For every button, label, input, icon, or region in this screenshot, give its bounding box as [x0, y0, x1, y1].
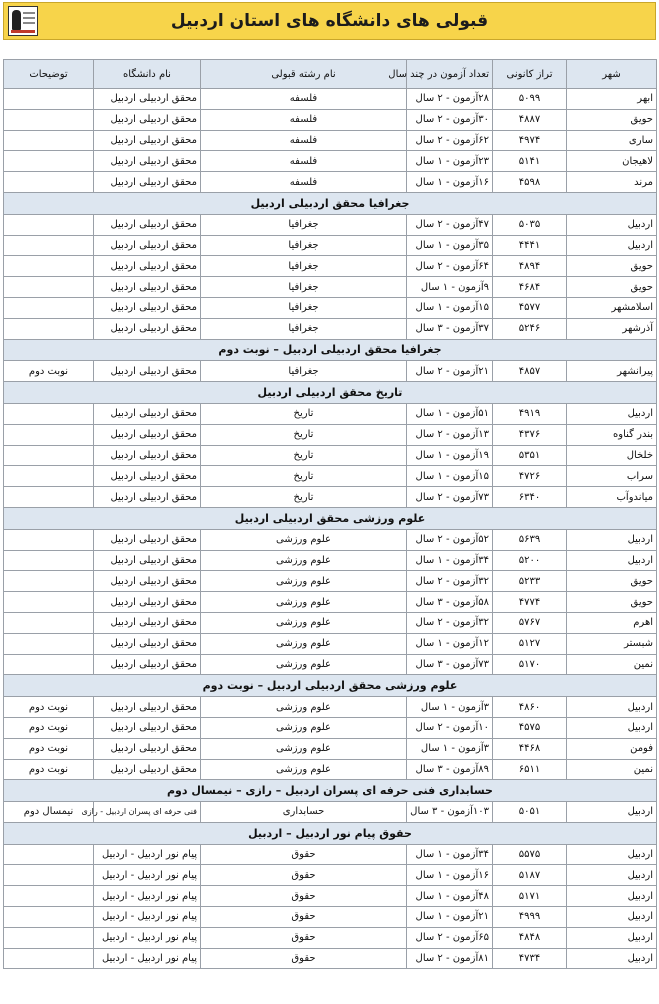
exam-count-cell: ۶۴آزمون - ۲ سال — [407, 256, 493, 277]
table-row — [4, 89, 657, 110]
university-cell: محقق اردبیلی اردبیل — [94, 297, 201, 318]
major-cell: علوم ورزشی — [201, 550, 407, 571]
university-cell: محقق اردبیلی اردبیل — [94, 172, 201, 193]
university-cell: محقق اردبیلی اردبیل — [94, 717, 201, 738]
score-cell: ۴۸۵۷ — [493, 361, 567, 382]
university-cell: محقق اردبیلی اردبیل — [94, 256, 201, 277]
score-cell: ۴۸۹۴ — [493, 256, 567, 277]
university-cell: پیام نور اردبیل - اردبیل — [94, 948, 201, 969]
major-cell: تاریخ — [201, 445, 407, 466]
score-cell: ۵۲۰۰ — [493, 550, 567, 571]
section-title: حسابداری فنی حرفه ای پسران اردبیل – رازی – نیمسال دوم — [4, 780, 657, 802]
exam-count-cell: ۳۴آزمون - ۱ سال — [407, 550, 493, 571]
table-row — [4, 297, 657, 318]
university-cell: محقق اردبیلی اردبیل — [94, 654, 201, 675]
score-cell: ۴۹۷۴ — [493, 130, 567, 151]
city-cell: نمین — [567, 759, 657, 780]
major-cell: فلسفه — [201, 109, 407, 130]
major-cell: حسابداری — [201, 802, 407, 823]
university-cell: پیام نور اردبیل - اردبیل — [94, 907, 201, 928]
exam-count-cell: ۶۲آزمون - ۲ سال — [407, 130, 493, 151]
notes-cell: نوبت دوم — [4, 697, 94, 718]
notes-cell — [4, 277, 94, 298]
table-row — [4, 172, 657, 193]
notes-cell — [4, 529, 94, 550]
notes-cell — [4, 487, 94, 508]
notes-cell — [4, 612, 94, 633]
major-cell: تاریخ — [201, 424, 407, 445]
university-cell: محقق اردبیلی اردبیل — [94, 550, 201, 571]
university-cell: محقق اردبیلی اردبیل — [94, 738, 201, 759]
notes-cell — [4, 633, 94, 654]
logo-icon — [8, 6, 38, 36]
exam-count-cell: ۲۱آزمون - ۲ سال — [407, 361, 493, 382]
notes-cell — [4, 948, 94, 969]
table-row — [4, 214, 657, 235]
table-row — [4, 927, 657, 948]
section-header-row — [4, 507, 657, 529]
notes-cell — [4, 844, 94, 865]
exam-count-cell: ۳۲آزمون - ۲ سال — [407, 571, 493, 592]
exam-count-cell: ۱۶آزمون - ۱ سال — [407, 172, 493, 193]
exam-count-cell: ۱۲آزمون - ۱ سال — [407, 633, 493, 654]
score-cell: ۵۱۸۷ — [493, 865, 567, 886]
page-header — [3, 2, 656, 40]
score-cell: ۵۲۴۶ — [493, 318, 567, 339]
city-cell: لاهیجان — [567, 151, 657, 172]
city-cell: فومن — [567, 738, 657, 759]
major-cell: علوم ورزشی — [201, 612, 407, 633]
major-cell: جغرافیا — [201, 256, 407, 277]
score-cell: ۴۴۴۱ — [493, 235, 567, 256]
table-row — [4, 886, 657, 907]
major-cell: علوم ورزشی — [201, 633, 407, 654]
section-header-row — [4, 675, 657, 697]
column-header-notes: توضیحات — [4, 60, 94, 89]
exam-count-cell: ۵۲آزمون - ۲ سال — [407, 529, 493, 550]
university-cell: محقق اردبیلی اردبیل — [94, 424, 201, 445]
major-cell: حقوق — [201, 844, 407, 865]
city-cell: اردبیل — [567, 717, 657, 738]
page-title: قبولی های دانشگاه های استان اردبیل — [170, 11, 489, 31]
university-cell: پیام نور اردبیل - اردبیل — [94, 927, 201, 948]
exam-count-cell: ۴۸آزمون - ۱ سال — [407, 886, 493, 907]
major-cell: جغرافیا — [201, 297, 407, 318]
city-cell: ابهر — [567, 89, 657, 110]
table-row — [4, 130, 657, 151]
exam-count-cell: ۳۴آزمون - ۱ سال — [407, 844, 493, 865]
score-cell: ۴۵۷۷ — [493, 297, 567, 318]
notes-cell: نوبت دوم — [4, 738, 94, 759]
admissions-table — [3, 59, 657, 969]
section-title: جغرافیا محقق اردبیلی اردبیل — [4, 192, 657, 214]
table-row — [4, 697, 657, 718]
major-cell: حقوق — [201, 927, 407, 948]
table-row — [4, 256, 657, 277]
exam-count-cell: ۲۳آزمون - ۱ سال — [407, 151, 493, 172]
table-row — [4, 612, 657, 633]
city-cell: ساری — [567, 130, 657, 151]
exam-count-cell: ۷۳آزمون - ۳ سال — [407, 654, 493, 675]
section-header-row — [4, 339, 657, 361]
score-cell: ۴۷۲۶ — [493, 466, 567, 487]
major-cell: جغرافیا — [201, 361, 407, 382]
score-cell: ۴۹۱۹ — [493, 403, 567, 424]
exam-count-cell: ۳۲آزمون - ۲ سال — [407, 612, 493, 633]
exam-count-cell: ۵۸آزمون - ۳ سال — [407, 592, 493, 613]
city-cell: بندر گناوه — [567, 424, 657, 445]
major-cell: تاریخ — [201, 403, 407, 424]
table-row — [4, 529, 657, 550]
major-cell: علوم ورزشی — [201, 529, 407, 550]
score-cell: ۴۸۸۷ — [493, 109, 567, 130]
city-cell: اردبیل — [567, 550, 657, 571]
section-header-row — [4, 780, 657, 802]
major-cell: فلسفه — [201, 130, 407, 151]
university-cell: پیام نور اردبیل - اردبیل — [94, 886, 201, 907]
notes-cell: نوبت دوم — [4, 717, 94, 738]
city-cell: پیرانشهر — [567, 361, 657, 382]
score-cell: ۴۵۷۵ — [493, 717, 567, 738]
notes-cell — [4, 571, 94, 592]
exam-count-cell: ۶۵آزمون - ۲ سال — [407, 927, 493, 948]
exam-count-cell: ۱۵آزمون - ۱ سال — [407, 466, 493, 487]
city-cell: نمین — [567, 654, 657, 675]
table-row — [4, 424, 657, 445]
major-cell: علوم ورزشی — [201, 759, 407, 780]
score-cell: ۴۵۹۸ — [493, 172, 567, 193]
score-cell: ۴۸۶۰ — [493, 697, 567, 718]
city-cell: میاندوآب — [567, 487, 657, 508]
notes-cell — [4, 466, 94, 487]
notes-cell — [4, 214, 94, 235]
notes-cell — [4, 654, 94, 675]
exam-count-cell: ۳۵آزمون - ۱ سال — [407, 235, 493, 256]
notes-cell — [4, 403, 94, 424]
university-cell: محقق اردبیلی اردبیل — [94, 214, 201, 235]
notes-cell — [4, 886, 94, 907]
notes-cell — [4, 235, 94, 256]
major-cell: فلسفه — [201, 89, 407, 110]
notes-cell — [4, 865, 94, 886]
notes-cell — [4, 89, 94, 110]
table-row — [4, 109, 657, 130]
section-title: علوم ورزشی محقق اردبیلی اردبیل – نوبت دوم — [4, 675, 657, 697]
university-cell: محقق اردبیلی اردبیل — [94, 403, 201, 424]
major-cell: فلسفه — [201, 151, 407, 172]
exam-count-cell: ۱۵آزمون - ۱ سال — [407, 297, 493, 318]
table-row — [4, 717, 657, 738]
exam-count-cell: ۲۸آزمون - ۲ سال — [407, 89, 493, 110]
exam-count-cell: ۵۱آزمون - ۱ سال — [407, 403, 493, 424]
notes-cell — [4, 550, 94, 571]
exam-count-cell: ۸۹آزمون - ۳ سال — [407, 759, 493, 780]
university-cell: محقق اردبیلی اردبیل — [94, 109, 201, 130]
exam-count-cell: ۲۱آزمون - ۱ سال — [407, 907, 493, 928]
score-cell: ۵۰۵۱ — [493, 802, 567, 823]
score-cell: ۵۰۹۹ — [493, 89, 567, 110]
city-cell: اردبیل — [567, 865, 657, 886]
city-cell: حویق — [567, 109, 657, 130]
table-body — [4, 89, 657, 969]
city-cell: حویق — [567, 277, 657, 298]
table-row — [4, 759, 657, 780]
section-title: جغرافیا محقق اردبیلی اردبیل – نوبت دوم — [4, 339, 657, 361]
score-cell: ۵۳۵۱ — [493, 445, 567, 466]
notes-cell — [4, 130, 94, 151]
table-row — [4, 318, 657, 339]
score-cell: ۴۴۶۸ — [493, 738, 567, 759]
score-cell: ۴۳۷۶ — [493, 424, 567, 445]
exam-count-cell: ۱۹آزمون - ۱ سال — [407, 445, 493, 466]
university-cell: محقق اردبیلی اردبیل — [94, 529, 201, 550]
major-cell: علوم ورزشی — [201, 571, 407, 592]
exam-count-cell: ۹آزمون - ۱ سال — [407, 277, 493, 298]
section-title: تاریخ محقق اردبیلی اردبیل — [4, 382, 657, 404]
notes-cell: نوبت دوم — [4, 361, 94, 382]
city-cell: اهرم — [567, 612, 657, 633]
city-cell: اسلامشهر — [567, 297, 657, 318]
table-row — [4, 571, 657, 592]
university-cell: محقق اردبیلی اردبیل — [94, 633, 201, 654]
table-row — [4, 445, 657, 466]
exam-count-cell: ۳۰آزمون - ۲ سال — [407, 109, 493, 130]
city-cell: اردبیل — [567, 214, 657, 235]
university-cell: پیام نور اردبیل - اردبیل — [94, 844, 201, 865]
table-row — [4, 361, 657, 382]
university-cell: محقق اردبیلی اردبیل — [94, 759, 201, 780]
table-row — [4, 948, 657, 969]
score-cell: ۴۸۴۸ — [493, 927, 567, 948]
notes-cell — [4, 445, 94, 466]
notes-cell: نوبت دوم — [4, 759, 94, 780]
score-cell: ۵۷۶۷ — [493, 612, 567, 633]
section-title: حقوق پیام نور اردبیل – اردبیل — [4, 822, 657, 844]
university-cell: محقق اردبیلی اردبیل — [94, 130, 201, 151]
table-row — [4, 550, 657, 571]
university-cell: محقق اردبیلی اردبیل — [94, 612, 201, 633]
table-row — [4, 865, 657, 886]
university-cell: محقق اردبیلی اردبیل — [94, 445, 201, 466]
city-cell: اردبیل — [567, 907, 657, 928]
city-cell: اردبیل — [567, 235, 657, 256]
major-cell: علوم ورزشی — [201, 654, 407, 675]
score-cell: ۵۰۳۵ — [493, 214, 567, 235]
major-cell: حقوق — [201, 865, 407, 886]
score-cell: ۶۵۱۱ — [493, 759, 567, 780]
major-cell: جغرافیا — [201, 214, 407, 235]
university-cell: محقق اردبیلی اردبیل — [94, 361, 201, 382]
exam-count-cell: ۳آزمون - ۱ سال — [407, 738, 493, 759]
university-cell: محقق اردبیلی اردبیل — [94, 235, 201, 256]
exam-count-cell: ۳۷آزمون - ۳ سال — [407, 318, 493, 339]
major-cell: فلسفه — [201, 172, 407, 193]
notes-cell — [4, 318, 94, 339]
score-cell: ۵۱۴۱ — [493, 151, 567, 172]
score-cell: ۶۳۴۰ — [493, 487, 567, 508]
score-cell: ۵۱۲۷ — [493, 633, 567, 654]
university-cell: محقق اردبیلی اردبیل — [94, 466, 201, 487]
section-header-row — [4, 822, 657, 844]
major-cell: حقوق — [201, 907, 407, 928]
city-cell: اردبیل — [567, 948, 657, 969]
column-header-exams: تعداد آزمون در چند سال — [407, 60, 493, 89]
table-row — [4, 738, 657, 759]
city-cell: خلخال — [567, 445, 657, 466]
score-cell: ۵۱۷۱ — [493, 886, 567, 907]
major-cell: حقوق — [201, 948, 407, 969]
table-row — [4, 487, 657, 508]
section-header-row — [4, 192, 657, 214]
score-cell: ۴۹۹۹ — [493, 907, 567, 928]
university-cell: محقق اردبیلی اردبیل — [94, 697, 201, 718]
city-cell: اردبیل — [567, 802, 657, 823]
exam-count-cell: ۱۰۳آزمون - ۳ سال — [407, 802, 493, 823]
exam-count-cell: ۸۱آزمون - ۲ سال — [407, 948, 493, 969]
notes-cell — [4, 297, 94, 318]
major-cell: علوم ورزشی — [201, 592, 407, 613]
city-cell: اردبیل — [567, 844, 657, 865]
column-header-score: تراز کانونی — [493, 60, 567, 89]
table-row — [4, 151, 657, 172]
city-cell: حویق — [567, 256, 657, 277]
university-cell: پیام نور اردبیل - اردبیل — [94, 865, 201, 886]
city-cell: آذرشهر — [567, 318, 657, 339]
notes-cell — [4, 151, 94, 172]
university-cell: محقق اردبیلی اردبیل — [94, 89, 201, 110]
table-row — [4, 633, 657, 654]
major-cell: علوم ورزشی — [201, 717, 407, 738]
major-cell: علوم ورزشی — [201, 738, 407, 759]
exam-count-cell: ۱۰آزمون - ۲ سال — [407, 717, 493, 738]
score-cell: ۴۷۷۴ — [493, 592, 567, 613]
university-cell: محقق اردبیلی اردبیل — [94, 592, 201, 613]
exam-count-cell: ۳آزمون - ۱ سال — [407, 697, 493, 718]
notes-cell — [4, 256, 94, 277]
university-cell: محقق اردبیلی اردبیل — [94, 318, 201, 339]
major-cell: جغرافیا — [201, 318, 407, 339]
city-cell: اردبیل — [567, 529, 657, 550]
column-header-university: نام دانشگاه — [94, 60, 201, 89]
notes-cell — [4, 424, 94, 445]
university-cell: محقق اردبیلی اردبیل — [94, 487, 201, 508]
exam-count-cell: ۱۶آزمون - ۱ سال — [407, 865, 493, 886]
university-cell: محقق اردبیلی اردبیل — [94, 571, 201, 592]
exam-count-cell: ۱۳آزمون - ۲ سال — [407, 424, 493, 445]
major-cell: جغرافیا — [201, 235, 407, 256]
major-cell: جغرافیا — [201, 277, 407, 298]
table-row — [4, 235, 657, 256]
notes-cell — [4, 907, 94, 928]
table-row — [4, 802, 657, 823]
university-cell: محقق اردبیلی اردبیل — [94, 151, 201, 172]
major-cell: حقوق — [201, 886, 407, 907]
table-row — [4, 844, 657, 865]
notes-cell — [4, 172, 94, 193]
column-header-major: نام رشته قبولی — [201, 60, 407, 89]
city-cell: اردبیل — [567, 886, 657, 907]
major-cell: تاریخ — [201, 487, 407, 508]
score-cell: ۵۵۷۵ — [493, 844, 567, 865]
exam-count-cell: ۴۷آزمون - ۲ سال — [407, 214, 493, 235]
city-cell: اردبیل — [567, 403, 657, 424]
table-row — [4, 403, 657, 424]
notes-cell — [4, 109, 94, 130]
university-cell: فنی حرفه ای پسران اردبیل - رازی — [94, 802, 201, 823]
section-title: علوم ورزشی محقق اردبیلی اردبیل — [4, 507, 657, 529]
score-cell: ۵۲۳۳ — [493, 571, 567, 592]
score-cell: ۵۶۳۹ — [493, 529, 567, 550]
score-cell: ۴۶۸۴ — [493, 277, 567, 298]
section-header-row — [4, 382, 657, 404]
table-row — [4, 466, 657, 487]
city-cell: اردبیل — [567, 697, 657, 718]
city-cell: حویق — [567, 571, 657, 592]
city-cell: سراب — [567, 466, 657, 487]
city-cell: مرند — [567, 172, 657, 193]
notes-cell: نیمسال دوم — [4, 802, 94, 823]
score-cell: ۴۷۳۴ — [493, 948, 567, 969]
major-cell: علوم ورزشی — [201, 697, 407, 718]
university-cell: محقق اردبیلی اردبیل — [94, 277, 201, 298]
table-header-row — [4, 60, 657, 89]
score-cell: ۵۱۷۰ — [493, 654, 567, 675]
table-row — [4, 907, 657, 928]
table-row — [4, 654, 657, 675]
city-cell: شبستر — [567, 633, 657, 654]
exam-count-cell: ۷۳آزمون - ۲ سال — [407, 487, 493, 508]
table-row — [4, 277, 657, 298]
column-header-city: شهر — [567, 60, 657, 89]
notes-cell — [4, 592, 94, 613]
city-cell: اردبیل — [567, 927, 657, 948]
city-cell: حویق — [567, 592, 657, 613]
major-cell: تاریخ — [201, 466, 407, 487]
notes-cell — [4, 927, 94, 948]
table-row — [4, 592, 657, 613]
